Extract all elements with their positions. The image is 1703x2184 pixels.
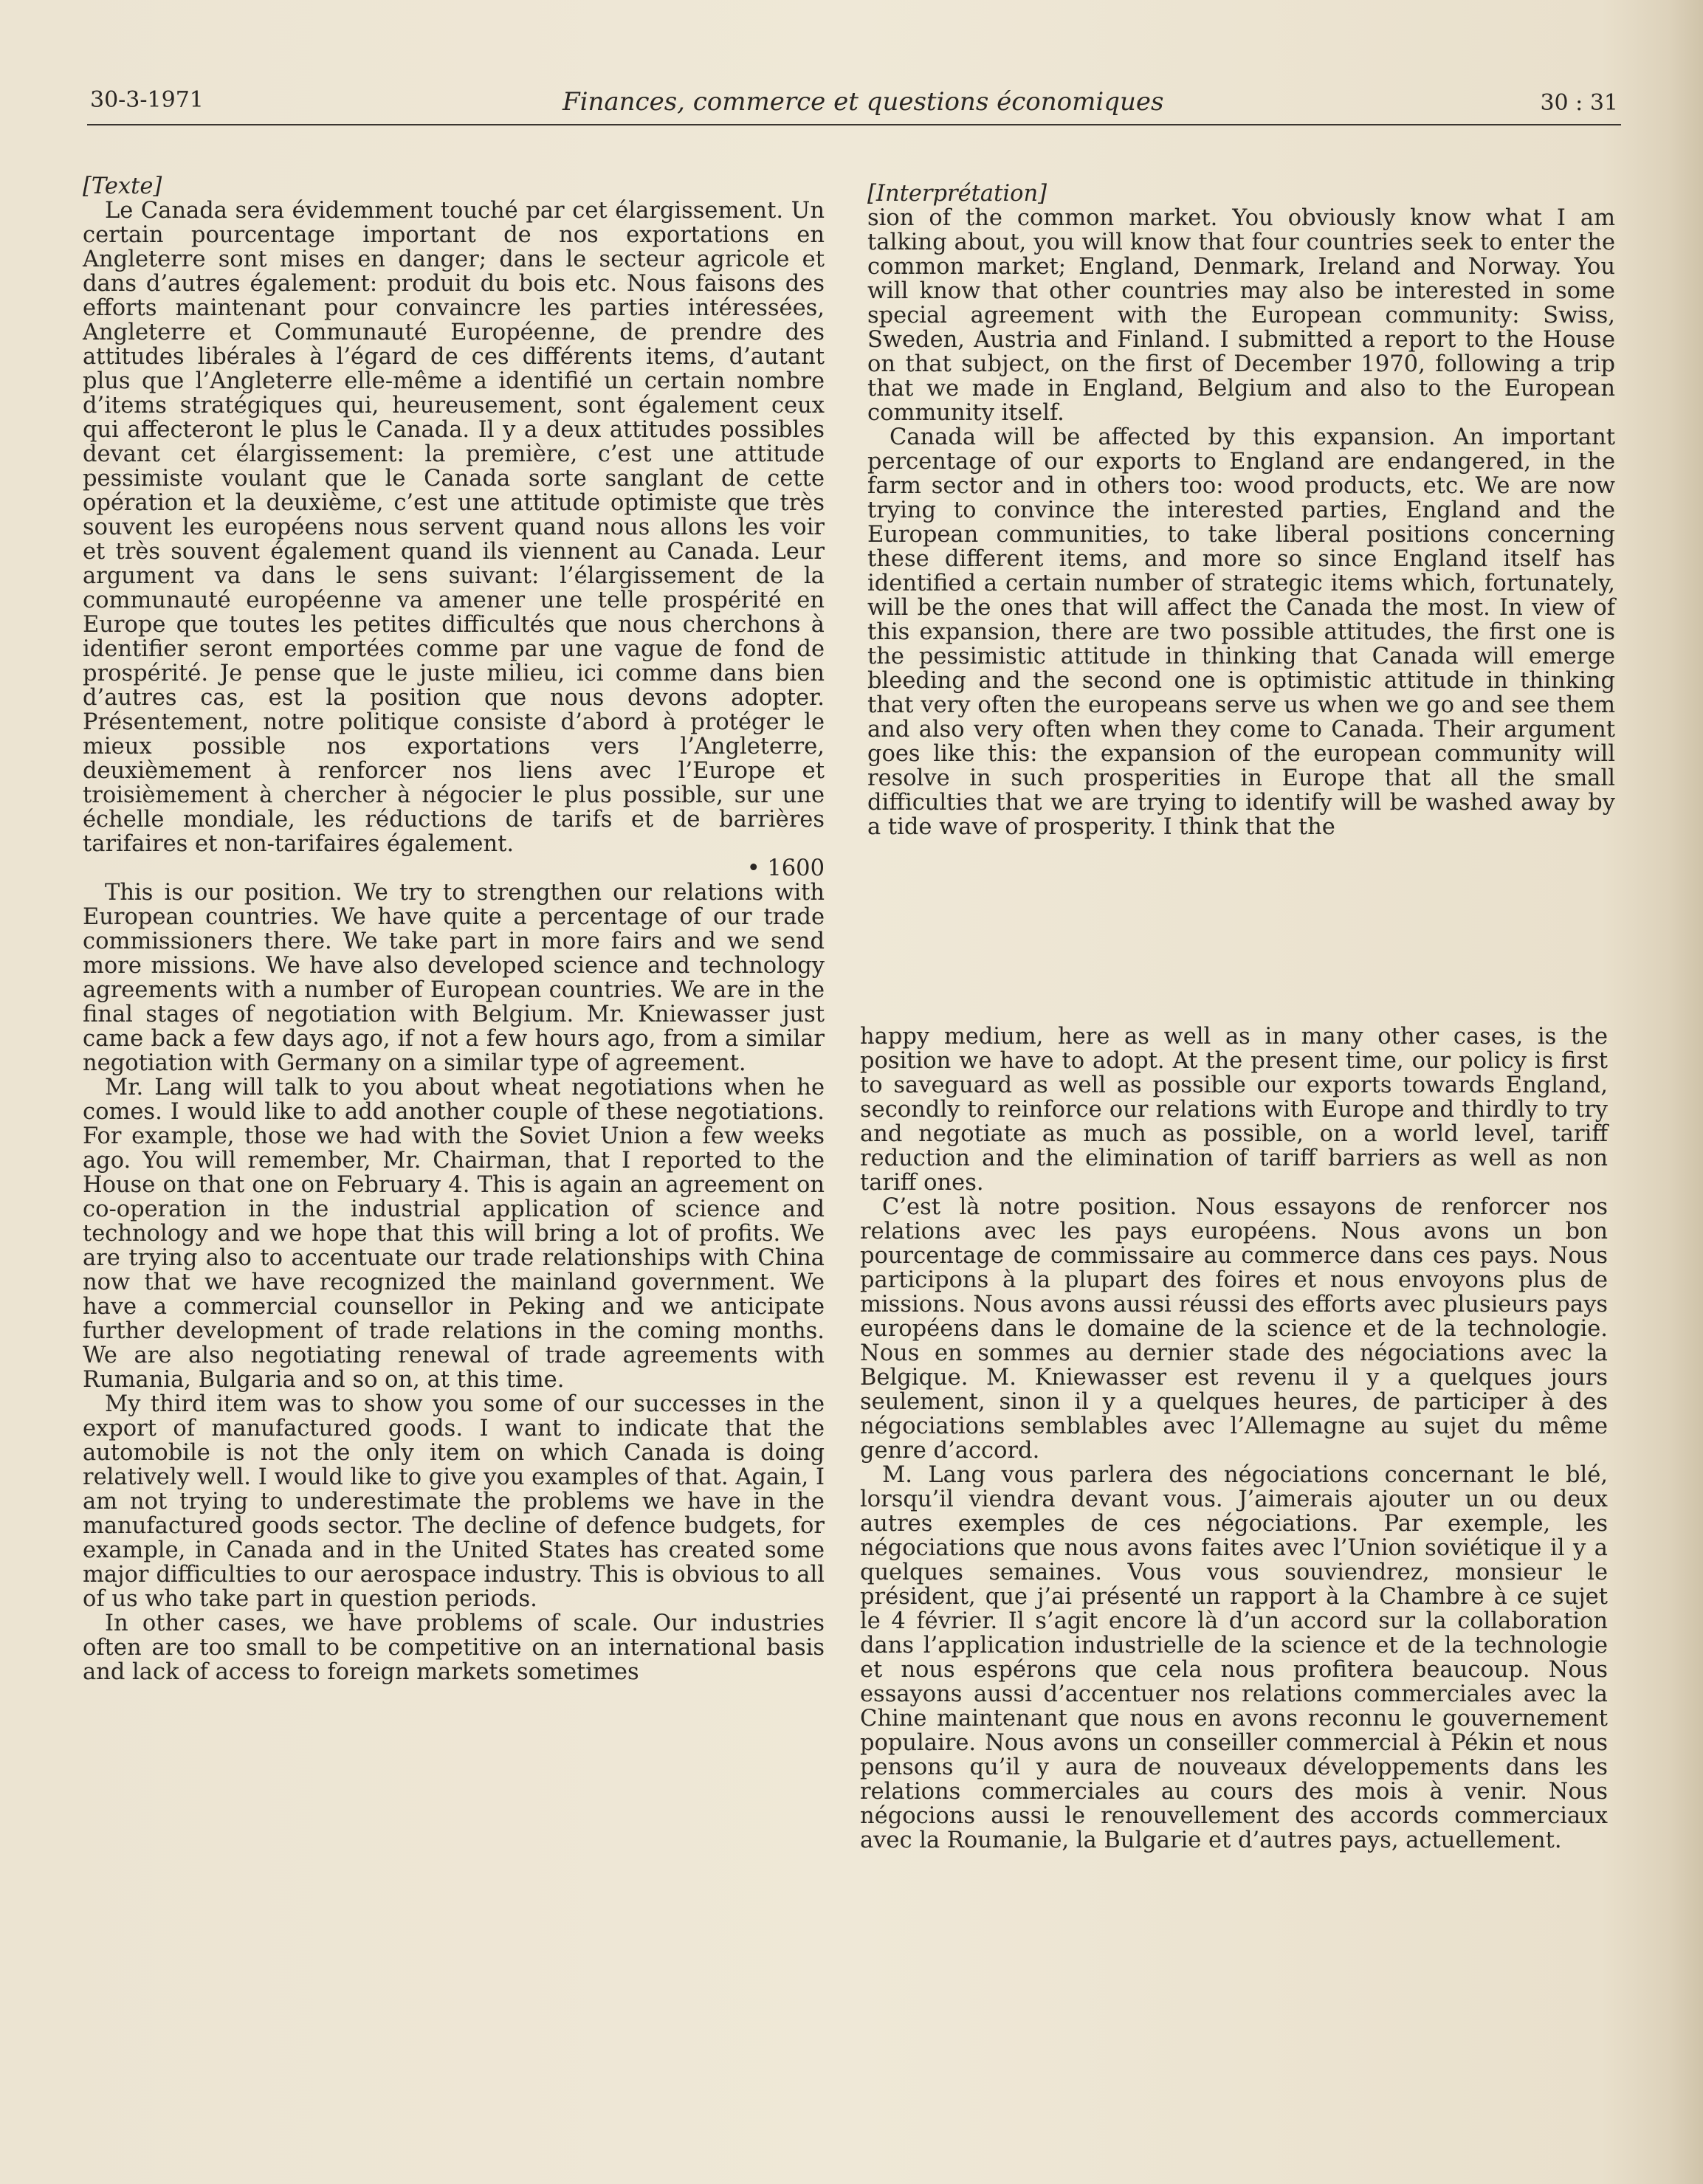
paragraph: C’est là notre position. Nous essayons de renforcer nos relations avec les pays européens. Nous avons un bon pourcentage de commissaire au commerce dans ces pays. Nous participons à la plupart des foires et nous envoyons plus de missions. Nous avons aussi réussi des efforts avec plusieurs pays européens dans le domaine de la science et de la technologie. Nous en sommes au dernier stade des négociations avec la Belgique. M. Kniewasser est revenu il y a quelques jours seulement, sinon il y a quelques heures, de participer à des négociations semblables avec l’Allemagne au sujet du même genre d’accord. [860,1194,1608,1464]
paragraph: Canada will be affected by this expansion. An important percentage of our exports to England are endangered, in the farm sector and in others too: wood products, etc. We are now trying to convince the interested parties, England and the European communities, to take liberal positions concerning these different items, and more so since England itself has identified a certain number of strategic items which, fortunately, will be the ones that will affect the Canada the most. In view of this expansion, there are two possible attitudes, the first one is the pessimistic attitude in thinking that Canada will emerge bleeding and the second one is optimistic attitude in thinking that very often the europeans serve us when we go and see them and also very often when they come to Canada. Their argument goes like this: the expansion of the european community will resolve in such prosperities in Europe that all the small difficulties that we are trying to identify will be washed away by a tide wave of prosperity. I think that the [867,424,1615,840]
header-title: Finances, commerce et questions économiques [562,87,1164,117]
header-page-number: 30 : 31 [1540,90,1618,116]
paragraph: Mr. Lang will talk to you about wheat negotiations when he comes. I would like to add another couple of these negotiations. For example, those we had with the Soviet Union a few weeks ago. You will remember, Mr. Chairman, that I reported to the House on that one on February 4. This is again an agreement on co-operation in the industrial application of science and technology and we hope that this will bring a lot of profits. We are trying also to accentuate our trade relationships with China now that we have recognized the mainland government. We have a commercial counsellor in Peking and we anticipate further development of trade relations in the coming months. We are also negotiating renewal of trade agreements with Rumania, Bulgaria and so on, at this time. [83,1075,825,1393]
right-column-bottom [860,1024,1608,1853]
header-divider [87,124,1621,125]
section-label-interpretation: [Interprétation] [867,181,1047,207]
page-header [90,87,1618,123]
header-date: 30-3-1971 [90,87,204,113]
paragraph: M. Lang vous parlera des négociations concernant le blé, lorsqu’il viendra devant vous. J’aimerais ajouter un ou deux autres exemples de ces négociations. Par exemple, les négociations que nous avons faites avec l’Union soviétique il y a quelques semaines. Vous vous souviendrez, monsieur le président, que j’ai présenté un rapport à la Chambre à ce sujet le 4 février. Il s’agit encore là d’un accord sur la collaboration dans l’application industrielle de la science et de la technologie et nous espérons que cela nous profitera beaucoup. Nous essayons aussi d’accentuer nos relations commerciales avec la Chine maintenant que nous en avons reconnu le gouvernement populaire. Nous avons un conseiller commercial à Pékin et nous pensons qu’il y aura de nouveaux développements dans les relations commerciales au cours des mois à venir. Nous négocions aussi le renouvellement des accords commerciaux avec la Roumanie, la Bulgarie et d’autres pays, actuellement. [860,1462,1608,1853]
paragraph: My third item was to show you some of our successes in the export of manufactured goods. I want to indicate that the automobile is not the only item on which Canada is doing relatively well. I would like to give you examples of that. Again, I am not trying to underestimate the problems we have in the manufactured goods sector. The decline of defence budgets, for example, in Canada and in the United States has created some major difficulties to our aerospace industry. This is obvious to all of us who take part in question periods. [83,1391,825,1612]
section-label-texte: [Texte] [83,173,162,199]
timestamp: • 1600 [746,855,825,881]
paragraph: sion of the common market. You obviously know what I am talking about, you will know that four countries seek to enter the common market; England, Denmark, Ireland and Norway. You will know that other countries may also be interested in some special agreement with the European community: Swiss, Sweden, Austria and Finland. I submitted a report to the House on that subject, on the first of December 1970, following a trip that we made in England, Belgium and also to the European community itself. [867,205,1615,426]
paragraph: This is our position. We try to strengthen our relations with European countries. We have quite a percentage of our trade commissioners there. We take part in more fairs and we send more missions. We have also developed science and technology agreements with a number of European countries. We are in the final stages of negotiation with Belgium. Mr. Kniewasser just came back a few days ago, if not a few hours ago, from a similar negotiation with Germany on a similar type of agreement. [83,880,825,1076]
paragraph: happy medium, here as well as in many other cases, is the position we have to adopt. At the present time, our policy is first to saveguard as well as possible our exports towards England, secondly to reinforce our relations with Europe and thirdly to try and negotiate as much as possible, on a world level, tariff reduction and the elimination of tariff barriers as well as non tariff ones. [860,1024,1608,1196]
paragraph: Le Canada sera évidemment touché par cet élargissement. Un certain pourcentage important de nos exportations en Angleterre sont mises en danger; dans le secteur agricole et dans d’autres également: produit du bois etc. Nous faisons des efforts maintenant pour convaincre les parties intéressées, Angleterre et Communauté Européenne, de prendre des attitudes libérales à l’égard de ces différents items, d’autant plus que l’Angleterre elle-même a identifié un certain nombre d’items stratégiques qui, heureusement, sont également ceux qui affecteront le plus le Canada. Il y a deux attitudes possibles devant cet élargissement: la première, c’est une attitude pessimiste voulant que le Canada sorte sanglant de cette opération et la deuxième, c’est une attitude optimiste que très souvent les européens nous servent quand nous allons les voir et très souvent également quand ils viennent au Canada. Leur argument va dans le sens suivant: l’élargissement de la communauté européenne va amener une telle prospérité en Europe que toutes les petites difficultés que nous cherchons à identifier seront emportées comme par une vague de fond de prospérité. Je pense que le juste milieu, ici comme dans bien d’autres cas, est la position que nous devons adopter. Présentement, notre politique consiste d’abord à protéger le mieux possible nos exportations vers l’Angleterre, deuxièmement à renforcer nos liens avec l’Europe et troisièmement à chercher à négocier le plus possible, sur une échelle mondiale, les réductions de tarifs et de barrières tarifaires et non-tarifaires également. [83,198,825,857]
right-column-top [867,182,1615,839]
left-column [83,174,825,1684]
paragraph: In other cases, we have problems of scale. Our industries often are too small to be competitive on an international basis and lack of access to foreign markets sometimes [83,1611,825,1685]
